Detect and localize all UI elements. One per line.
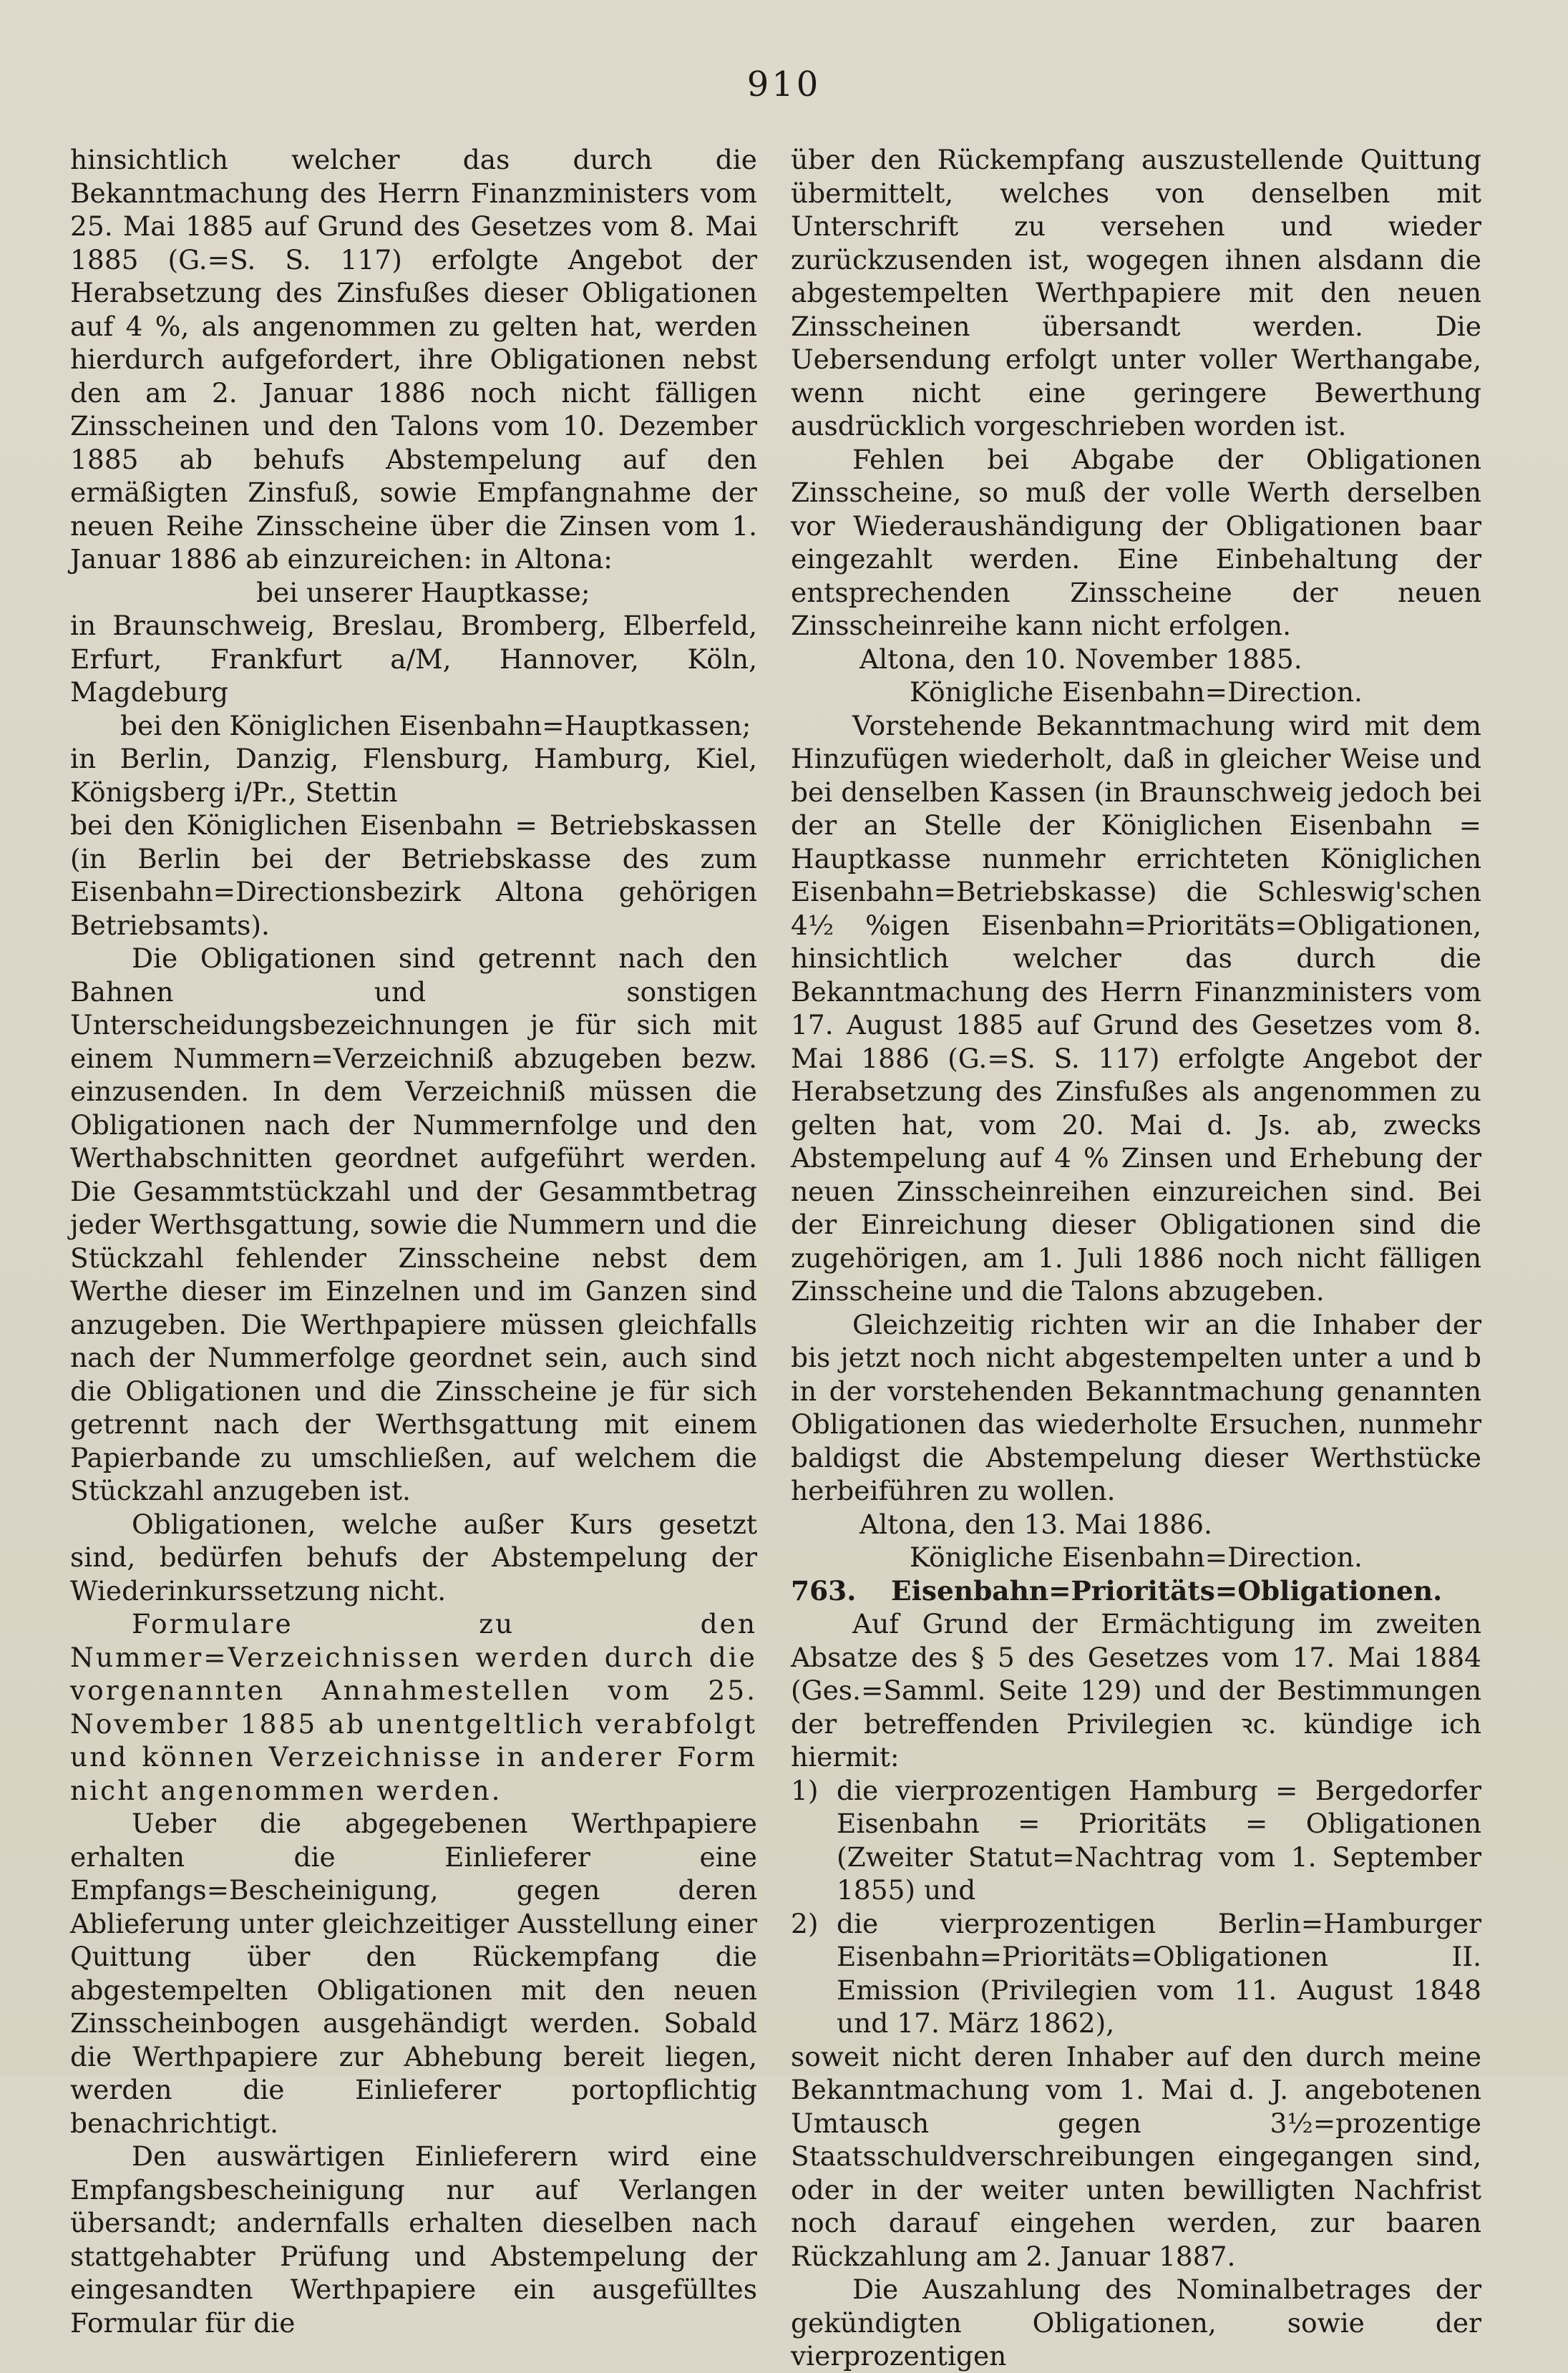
list-item-text: die vierprozentigen Hamburg = Bergedorfer Eisenbahn = Prioritäts = Obligationen (Zweiter Statut=Nachtrag vom 1. September 1855) und (837, 1774, 1481, 1906)
paragraph: Ueber die abgegebenen Werthpapiere erhalten die Einlieferer eine Empfangs=Bescheinigung, gegen deren Ablieferung unter gleichzeitiger Ausstellung einer Quittung über den Rückempfang die abgestempelten Obligationen mit den neuen Zinsscheinbogen ausgehändigt werden. Sobald die Werthpapiere zur Abhebung bereit liegen, werden die Einlieferer portopflichtig benachrichtigt. (70, 1808, 757, 2139)
paragraph: in Berlin, Danzig, Flensburg, Hamburg, Kiel, Königsberg i/Pr., Stettin (70, 743, 757, 808)
signature-line: Königliche Eisenbahn=Direction. (910, 1541, 1363, 1573)
signature-line: Königliche Eisenbahn=Direction. (910, 676, 1363, 708)
list-item-text: die vierprozentigen Berlin=Hamburger Eisenbahn=Prioritäts=Obligationen II. Emission (Privilegien vom 11. August 1848 und 17. März 1862), (837, 1907, 1481, 2039)
page-number: 910 (746, 64, 822, 104)
paragraph: soweit nicht deren Inhaber auf den durch meine Bekanntmachung vom 1. Mai d. J. angebotenen Umtausch gegen 3½=prozentige Staatsschuldverschreibungen eingegangen sind, oder in der weiter unten bewilligten Nachfrist noch darauf eingehen werden, zur baaren Rückzahlung am 2. Januar 1887. (791, 2040, 1481, 2272)
paragraph: Den auswärtigen Einlieferern wird eine Empfangsbescheinigung nur auf Verlangen übersandt; andernfalls erhalten dieselben nach stattgehabter Prüfung und Abstempelung der eingesandten Werthpapiere ein ausgefülltes Formular für die (70, 2140, 757, 2339)
paragraph: bei unserer Hauptkasse; (256, 576, 590, 608)
paragraph: Obligationen, welche außer Kurs gesetzt sind, bedürfen behufs der Abstempelung der Wiederinkurssetzung nicht. (70, 1508, 757, 1607)
date-line: Altona, den 13. Mai 1886. (860, 1508, 1212, 1540)
right-column (791, 143, 1481, 2373)
paragraph: Gleichzeitig richten wir an die Inhaber der bis jetzt noch nicht abgestempelten unter a und b in der vorstehenden Bekanntmachung genannten Obligationen das wiederholte Ersuchen, nunmehr baldigst die Abstempelung dieser Werthstücke herbeiführen zu wollen. (791, 1308, 1481, 1506)
list-item (791, 1907, 1481, 2040)
paragraph: bei den Königlichen Eisenbahn = Betriebskassen (in Berlin bei der Betriebskasse des zum Eisenbahn=Directionsbezirk Altona gehörigen Betriebsamts). (70, 809, 757, 941)
section-heading (791, 1574, 1481, 1608)
paragraph: bei den Königlichen Eisenbahn=Hauptkassen; (120, 709, 751, 741)
paragraph: Formulare zu den Nummer=Verzeichnissen werden durch die vorgenannten Annahmestellen vom 25. November 1885 ab unentgeltlich verabfolgt und können Verzeichnisse in anderer Form nicht angenommen werden. (70, 1608, 757, 1806)
paragraph: über den Rückempfang auszustellende Quittung übermittelt, welches von denselben mit Unterschrift zu versehen und wieder zurückzusenden ist, wogegen ihnen alsdann die abgestempelten Werthpapiere mit den neuen Zinsscheinen übersandt werden. Die Uebersendung erfolgt unter voller Werthangabe, wenn nicht eine geringere Bewerthung ausdrücklich vorgeschrieben worden ist. (791, 144, 1481, 442)
paragraph: Fehlen bei Abgabe der Obligationen Zinsscheine, so muß der volle Werth derselben vor Wiederaushändigung der Obligationen baar eingezahlt werden. Eine Einbehaltung der entsprechenden Zinsscheine der neuen Zinsscheinreihe kann nicht erfolgen. (791, 443, 1481, 641)
section-number: 763. (791, 1574, 857, 1607)
paragraph: in Braunschweig, Breslau, Bromberg, Elberfeld, Erfurt, Frankfurt a/M, Hannover, Köln, Magdeburg (70, 610, 757, 708)
list-item (791, 1774, 1481, 1907)
list-item-label: 2) (791, 1907, 819, 1939)
paragraph: Die Auszahlung des Nominalbetrages der gekündigten Obligationen, sowie der vierprozentigen (791, 2274, 1481, 2372)
paragraph: Die Obligationen sind getrennt nach den Bahnen und sonstigen Unterscheidungsbezeichnungen je für sich mit einem Nummern=Verzeichniß abzugeben bezw. einzusenden. In dem Verzeichniß müssen die Obligationen nach der Nummernfolge und den Werthabschnitten geordnet aufgeführt werden. Die Gesammtstückzahl und der Gesammtbetrag jeder Werthsgattung, sowie die Nummern und die Stückzahl fehlender Zinsscheine nebst dem Werthe dieser im Einzelnen und im Ganzen sind anzugeben. Die Werthpapiere müssen gleichfalls nach der Nummerfolge geordnet sein, auch sind die Obligationen und die Zinsscheine je für sich getrennt nach der Werthsgattung mit einem Papierbande zu umschließen, auf welchem die Stückzahl anzugeben ist. (70, 942, 757, 1506)
date-line: Altona, den 10. November 1885. (860, 643, 1302, 675)
list-item-label: 1) (791, 1774, 819, 1806)
paragraph: Vorstehende Bekanntmachung wird mit dem Hinzufügen wiederholt, daß in gleicher Weise und bei denselben Kassen (in Braunschweig jedoch bei der an Stelle der Königlichen Eisenbahn = Hauptkasse nunmehr errichteten Königlichen Eisenbahn=Betriebskasse) die Schleswig'schen 4½ %igen Eisenbahn=Prioritäts=Obligationen, hinsichtlich welcher das durch die Bekanntmachung des Herrn Finanzministers vom 17. August 1885 auf Grund des Gesetzes vom 8. Mai 1886 (G.=S. S. 117) erfolgte Angebot der Herabsetzung des Zinsfußes als angenommen zu gelten hat, vom 20. Mai d. Js. ab, zwecks Abstempelung auf 4 % Zinsen und Erhebung der neuen Zinsscheinreihen einzureichen sind. Bei der Einreichung dieser Obligationen sind die zugehörigen, am 1. Juli 1886 noch nicht fälligen Zinsscheine und die Talons abzugeben. (791, 709, 1481, 1307)
paragraph: hinsichtlich welcher das durch die Bekanntmachung des Herrn Finanzministers vom 25. Mai 1885 auf Grund des Gesetzes vom 8. Mai 1885 (G.=S. S. 117) erfolgte Angebot der Herabsetzung des Zinsfußes dieser Obligationen auf 4 %, als angenommen zu gelten hat, werden hierdurch aufgefordert, ihre Obligationen nebst den am 2. Januar 1886 noch nicht fälligen Zinsscheinen und den Talons vom 10. Dezember 1885 ab behufs Abstempelung auf den ermäßigten Zinsfuß, sowie Empfangnahme der neuen Reihe Zinsscheine über die Zinsen vom 1. Januar 1886 ab einzureichen: in Altona: (70, 144, 757, 575)
left-column (70, 143, 757, 2339)
paragraph: Auf Grund der Ermächtigung im zweiten Absatze des § 5 des Gesetzes vom 17. Mai 1884 (Ges.=Samml. Seite 129) und der Bestimmungen der betreffenden Privilegien ꝛc. kündige ich hiermit: (791, 1608, 1481, 1773)
section-title: Eisenbahn=Prioritäts=Obligationen. (891, 1574, 1443, 1607)
